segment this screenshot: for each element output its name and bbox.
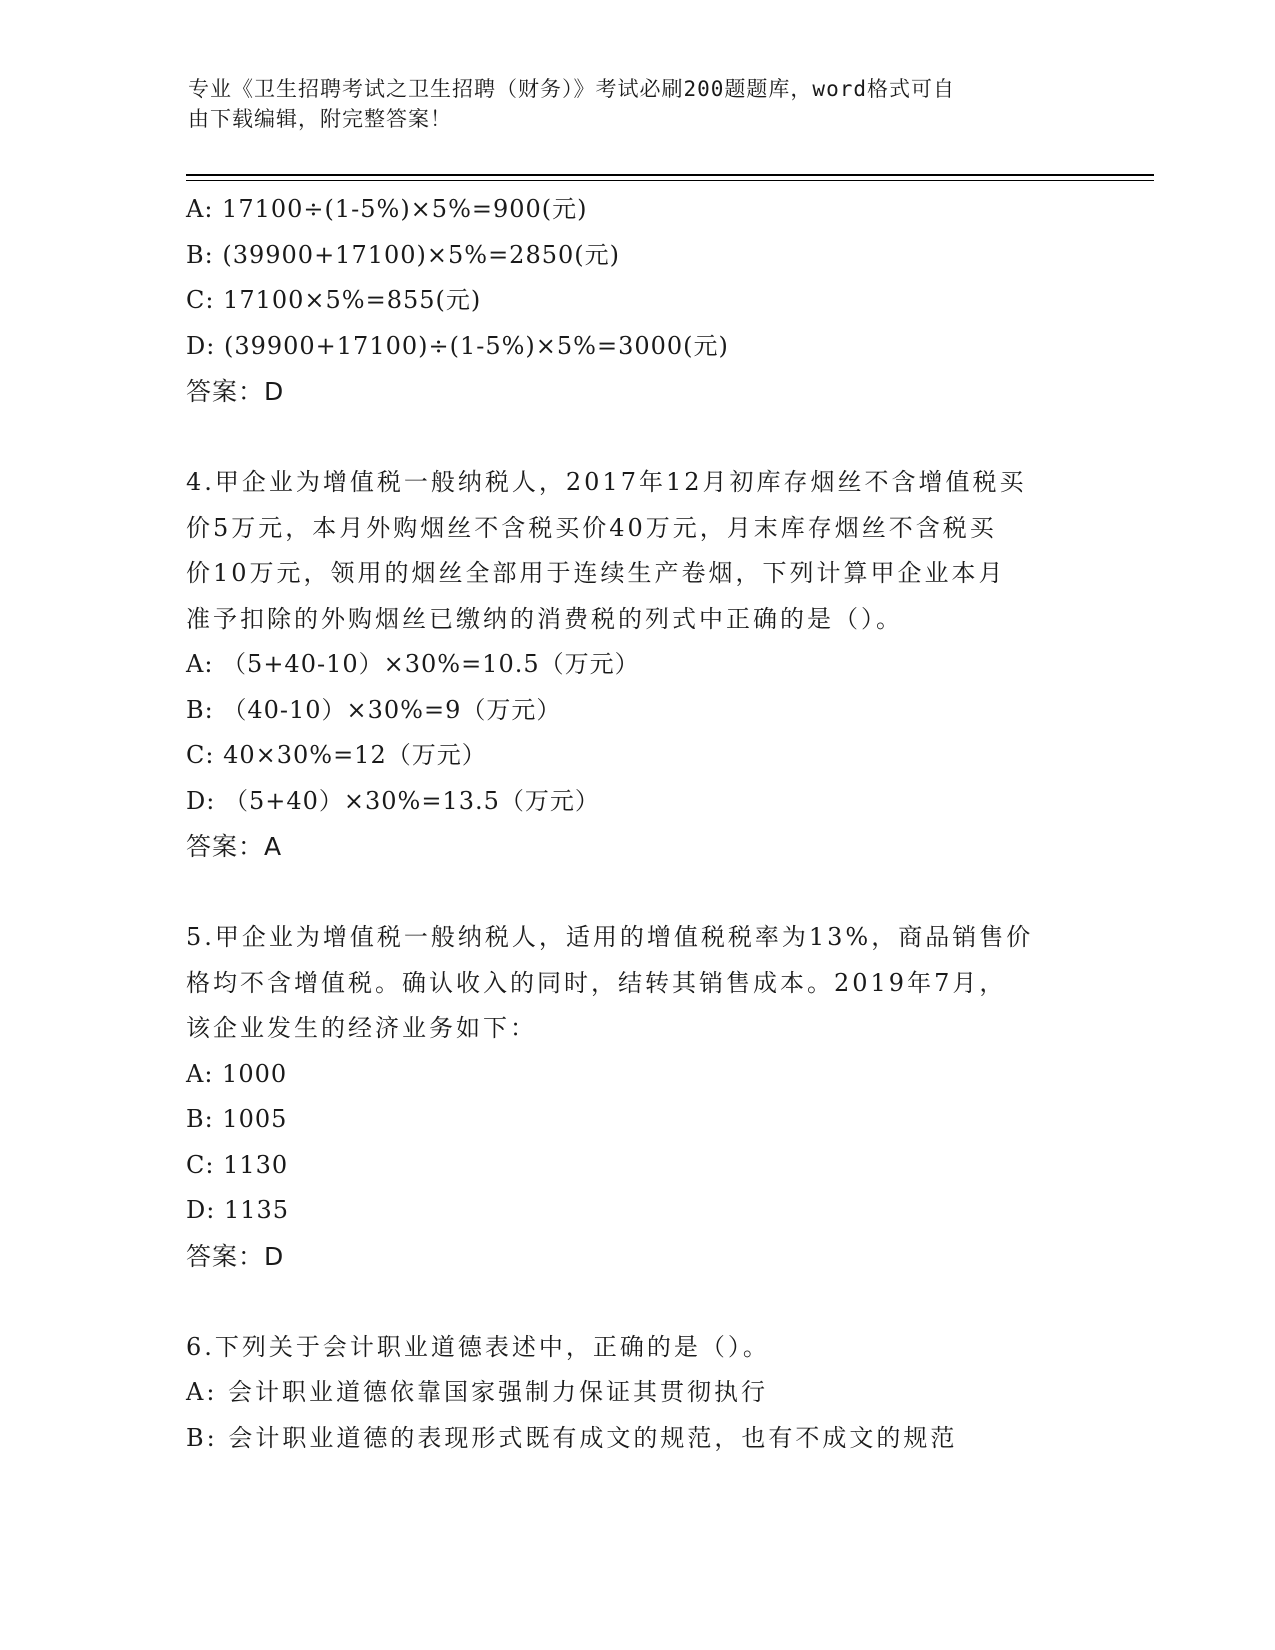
answer-label: 答案：A bbox=[186, 832, 283, 861]
header-line-2: 由下载编辑，附完整答案！ bbox=[188, 107, 452, 131]
option-a: A: 会计职业道德依靠国家强制力保证其贯彻执行 bbox=[186, 1378, 769, 1406]
question-3 bbox=[186, 187, 1086, 415]
question-4 bbox=[186, 460, 1086, 870]
option-c: C: 17100×5%=855(元) bbox=[186, 286, 482, 314]
option-d: D: (39900+17100)÷(1-5%)×5%=3000(元) bbox=[186, 331, 729, 360]
question-stem-line: 6.下列关于会计职业道德表述中，正确的是（）。 bbox=[186, 1332, 770, 1361]
answer-label: 答案：D bbox=[186, 1241, 285, 1271]
header-divider-thick bbox=[186, 174, 1154, 176]
option-a: A: （5+40-10）×30%=10.5（万元） bbox=[186, 650, 640, 678]
option-c: C: 40×30%=12（万元） bbox=[186, 741, 487, 769]
answer-label: 答案：D bbox=[186, 377, 285, 406]
question-stem-line: 4.甲企业为增值税一般纳税人，2017年12月初库存烟丝不含增值税买 bbox=[186, 468, 1027, 496]
option-b: B: 会计职业道德的表现形式既有成文的规范，也有不成文的规范 bbox=[186, 1423, 958, 1452]
document-header bbox=[188, 74, 1068, 134]
option-b: B: (39900+17100)×5%=2850(元) bbox=[186, 240, 620, 269]
spacer bbox=[186, 1279, 1086, 1325]
question-5 bbox=[186, 915, 1086, 1279]
question-stem-line: 该企业发生的经济业务如下： bbox=[186, 1014, 537, 1042]
option-b: B: 1005 bbox=[186, 1105, 288, 1133]
question-stem-line: 价5万元，本月外购烟丝不含税买价40万元，月末库存烟丝不含税买 bbox=[186, 513, 997, 542]
option-a: A: 17100÷(1-5%)×5%=900(元) bbox=[186, 195, 588, 223]
option-d: D: 1135 bbox=[186, 1196, 290, 1224]
option-b: B: （40-10）×30%=9（万元） bbox=[186, 695, 562, 724]
question-stem-line: 价10万元，领用的烟丝全部用于连续生产卷烟，下列计算甲企业本月 bbox=[186, 559, 1006, 587]
header-line-1: 专业《卫生招聘考试之卫生招聘（财务）》考试必刷200题题库，word格式可自 bbox=[188, 77, 955, 101]
question-6 bbox=[186, 1325, 1086, 1462]
option-a: A: 1000 bbox=[186, 1059, 288, 1088]
option-c: C: 1130 bbox=[186, 1150, 289, 1179]
header-divider-thin bbox=[186, 180, 1154, 181]
option-d: D: （5+40）×30%=13.5（万元） bbox=[186, 786, 600, 815]
question-stem-line: 5.甲企业为增值税一般纳税人，适用的增值税税率为13%，商品销售价 bbox=[186, 923, 1034, 951]
question-list bbox=[186, 187, 1086, 1461]
spacer bbox=[186, 870, 1086, 916]
question-stem-line: 格均不含增值税。确认收入的同时，结转其销售成本。2019年7月， bbox=[186, 968, 1007, 997]
question-stem-line: 准予扣除的外购烟丝已缴纳的消费税的列式中正确的是（）。 bbox=[186, 604, 903, 633]
spacer bbox=[186, 415, 1086, 461]
